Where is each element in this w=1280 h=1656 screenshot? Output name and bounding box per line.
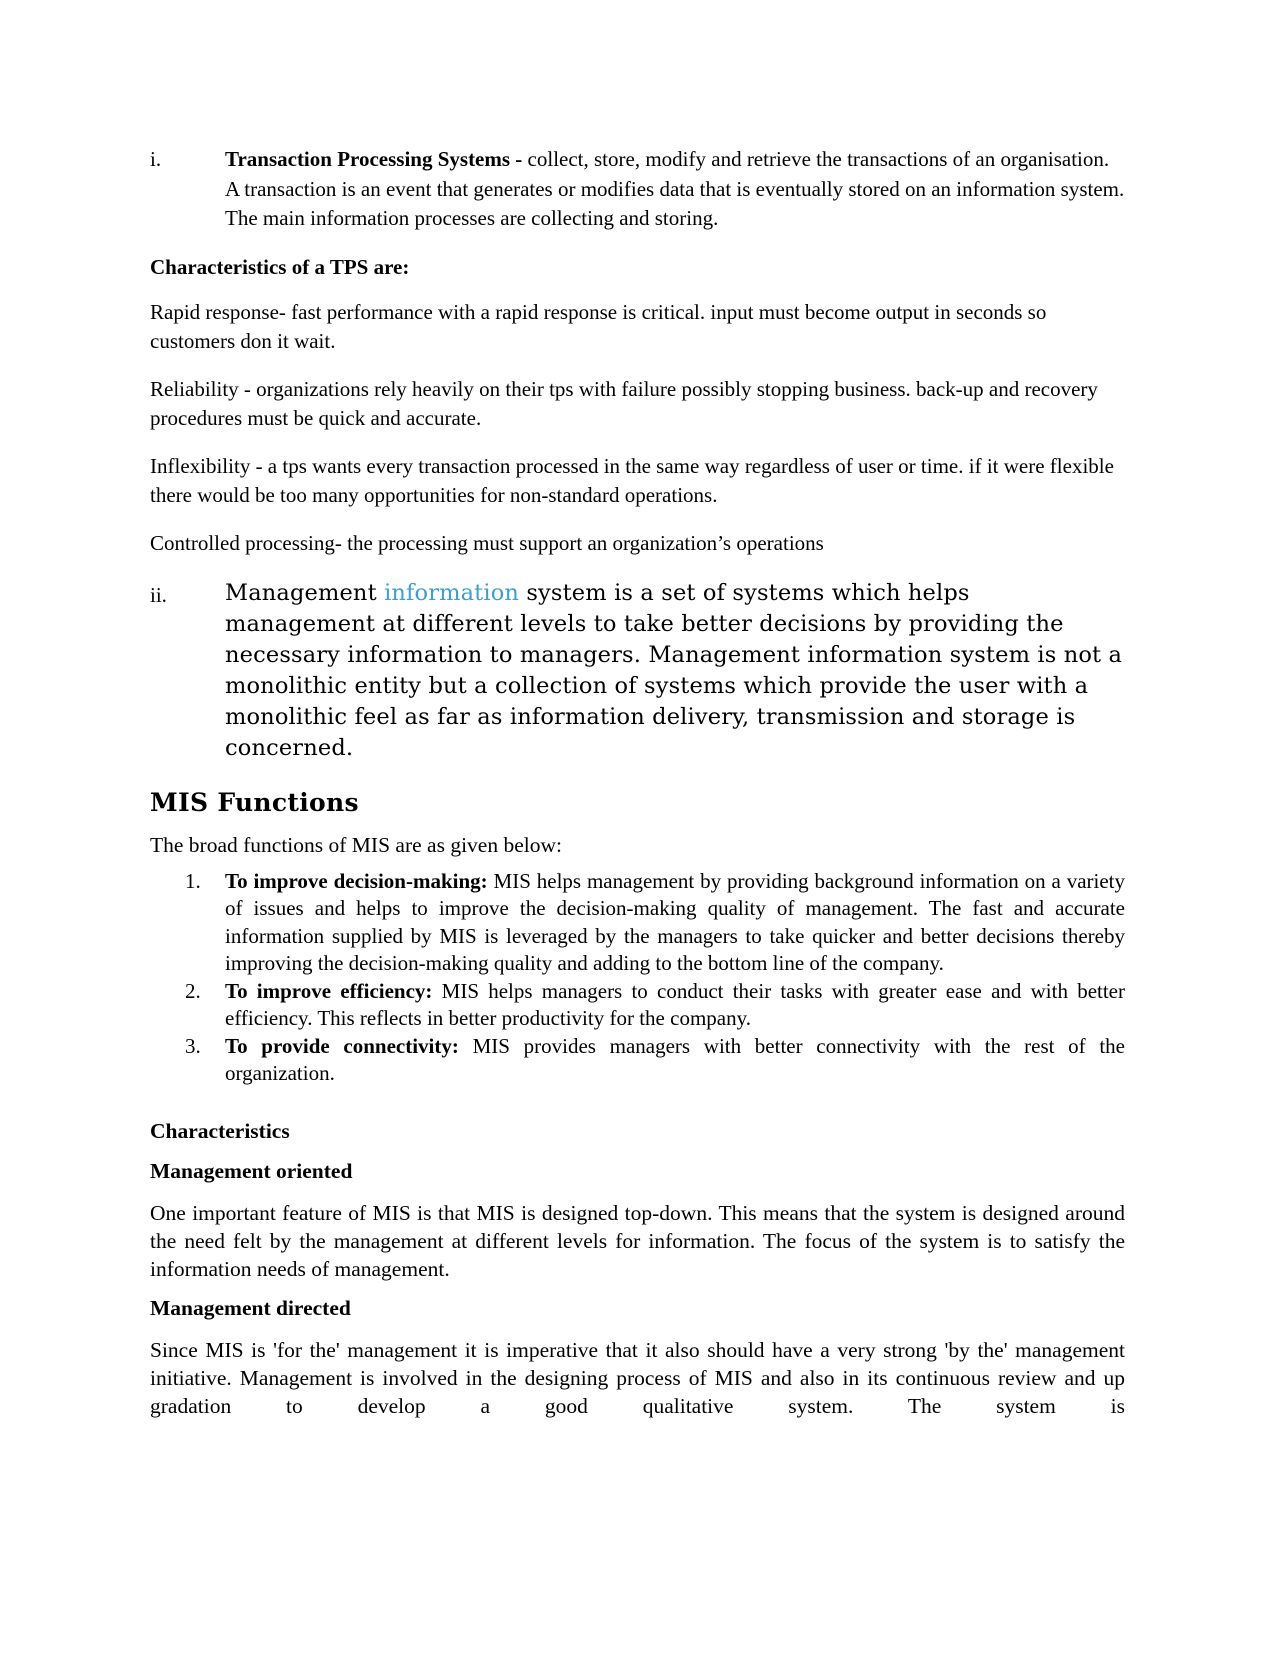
management-oriented-text: One important feature of MIS is that MIS is designed top-down. This means that the system is designed around the need felt by the management at different levels for information. The focus of the system is to satisfy the information needs of management. [150,1200,1125,1281]
list-item: 1. To improve decision-making: MIS helps management by providing background information on a variety of issues and helps to improve the decision-making quality of management. The fast and accurate information supplied by MIS is leveraged by the managers to take quicker and better decisions thereby improving the decision-making quality and adding to the bottom line of the company. [185,868,1125,975]
information-link[interactable]: information [384,579,520,606]
list-number: 3. [185,1033,201,1058]
management-oriented-heading: Management oriented [150,1158,353,1183]
mis-intro: The broad functions of MIS are as given below: [150,832,562,857]
section-i-text: Transaction Processing Systems - collect, store, modify and retrieve the transactions of an organisation. A transaction is an event that generates or modifies data that is eventually stored on an information system. The main information processes are collecting and storing. [225,147,1125,230]
section-ii-text: Management information system is a set of systems which helps management at different levels to take better decisions by providing the necessary information to managers. Management information system is not a monolithic entity but a collection of systems which provide the user with a monolithic feel as far as information delivery, transmission and storage is concerned. [225,579,1123,761]
functions-list [150,868,1125,1088]
tps-paragraph-inflexibility: Inflexibility - a tps wants every transaction processed in the same way regardless of user or time. if it were flexible there would be too many opportunities for non-standard operations. [150,453,1114,507]
function-label: To provide connectivity: [225,1033,459,1058]
list-number: 2. [185,978,201,1003]
list-marker: i. [150,147,162,171]
list-item: 3. To provide connectivity: MIS provides managers with better connectivity with the rest of the organization. [185,1033,1125,1085]
list-item: 2. To improve efficiency: MIS helps managers to conduct their tasks with greater ease and with better efficiency. This reflects in better productivity for the company. [185,978,1126,1030]
function-label: To improve decision-making: [225,868,488,893]
document-page [150,145,1125,1420]
tps-paragraph-reliability: Reliability - organizations rely heavily on their tps with failure possibly stopping business. back-up and recovery procedures must be quick and accurate. [150,376,1098,430]
management-directed-text: Since MIS is 'for the' management it is imperative that it also should have a very strong 'by the' management initiative. Management is involved in the designing process of MIS and also in its continuous review and up gradation to develop a good qualitative system. The system is [150,1337,1125,1418]
section-ii [150,578,1125,764]
function-label: To improve efficiency: [225,978,433,1003]
section-i-title: Transaction Processing Systems - [225,147,523,171]
list-marker: ii. [150,582,167,607]
characteristics-heading: Characteristics [150,1118,290,1143]
tps-heading: Characteristics of a TPS are: [150,254,410,279]
mis-functions-heading: MIS Functions [150,787,359,817]
tps-paragraph-rapid-response: Rapid response- fast performance with a rapid response is critical. input must become output in seconds so customers don it wait. [150,299,1047,353]
list-number: 1. [185,868,201,893]
tps-paragraph-controlled-processing: Controlled processing- the processing must support an organization’s operations [150,530,824,555]
management-directed-heading: Management directed [150,1295,351,1320]
section-i [150,145,1125,234]
